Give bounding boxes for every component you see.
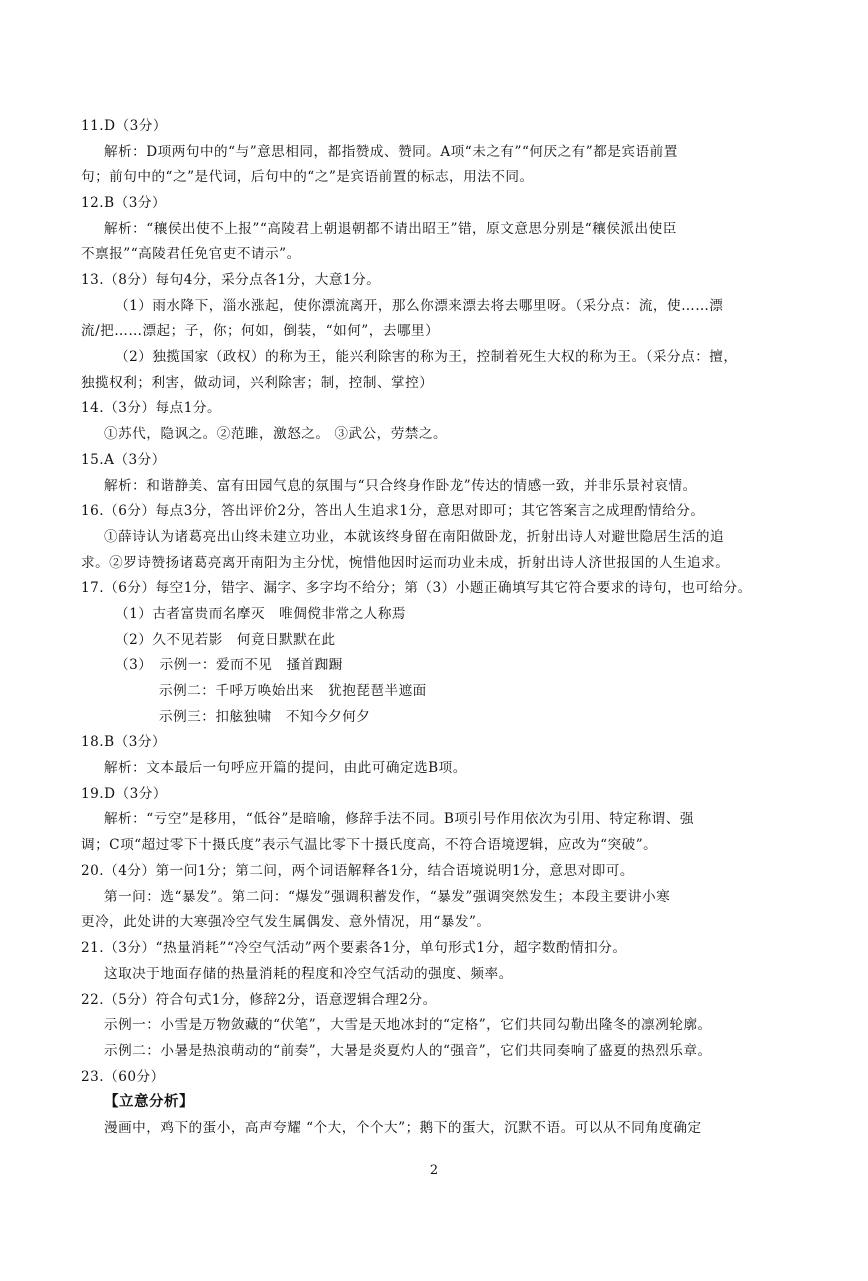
- q23-analysis-line: 漫画中，鸡下的蛋小，高声夸耀 “个大，个个大”；鹅下的蛋大，沉默不语。可以从不同角度确定: [104, 1120, 702, 1136]
- q20-answer-line: 第一问：选“暴发”。第二问：“爆发”强调积蓄发作，“暴发”强调突然发生；本段主要讲小寒: [104, 889, 671, 905]
- q19-analysis-line: 解析：“亏空”是移用，“低谷”是暗喻，修辞手法不同。B项引号作用依次为引用、特定称谓、强: [104, 811, 694, 827]
- q13-answer-line: （1）雨水降下，淄水涨起，使你漂流离开，那么你漂来漂去将去哪里呀。（采分点：流，使……漂: [115, 298, 724, 314]
- q17-answer-line: （3） 示例一：爱而不见 搔首踟蹰: [115, 657, 343, 673]
- q15-analysis-line: 解析：和谐静美、富有田园气息的氛围与“只合终身作卧龙”传达的情感一致，并非乐景衬哀情。: [104, 478, 697, 494]
- q16-answer-line: ①薛诗认为诸葛亮出山终未建立功业，本就该终身留在南阳做卧龙，折射出诗人对避世隐居生活的追: [104, 529, 725, 545]
- q18-analysis-line: 解析：文本最后一句呼应开篇的提问，由此可确定选B项。: [104, 760, 467, 776]
- q14-header: 14.（3分）每点1分。: [81, 400, 222, 416]
- section-heading: 【立意分析】: [104, 1093, 194, 1110]
- q23-header: 23.（60分）: [81, 1069, 165, 1085]
- q22-example-line: 示例一：小雪是万物敛藏的“伏笔”，大雪是天地冰封的“定格”，它们共同勾勒出隆冬的凛冽轮廓。: [104, 1017, 712, 1033]
- q13-header: 13.（8分）每句4分，采分点各1分，大意1分。: [81, 272, 381, 288]
- q22-example-line: 示例二：小暑是热浪萌动的“前奏”，大暑是炎夏灼人的“强音”，它们共同奏响了盛夏的热烈乐章。: [104, 1043, 712, 1059]
- q17-example-line: 示例三：扣舷独啸 不知今夕何夕: [159, 709, 371, 725]
- q13-answer-line: 独揽权利；利害，做动词，兴利除害；制，控制、掌控）: [81, 375, 434, 391]
- q20-answer-line: 更冷，此处讲的大寒强冷空气发生属偶发、意外情况，用“暴发”。: [81, 914, 491, 930]
- q22-header: 22.（5分）符合句式1分，修辞2分，语意逻辑合理2分。: [81, 992, 437, 1008]
- q17-answer-line: （2）久不见若影 何竟日默默在此: [115, 632, 336, 648]
- q19-analysis-line: 调；C项“超过零下十摄氏度”表示气温比零下十摄氏度高，不符合语境逻辑，应改为“突破”。: [81, 837, 658, 853]
- q11-analysis-line: 句；前句中的“之”是代词，后句中的“之”是宾语前置的标志，用法不同。: [81, 169, 534, 185]
- q17-answer-line: （1）古者富贵而名摩灭 唯倜傥非常之人称焉: [115, 606, 407, 622]
- q16-header: 16.（6分）每点3分，答出评价2分，答出人生追求1分，意思对即可；其它答案言之成理酌情给分。: [81, 503, 705, 519]
- q17-example-line: 示例二：千呼万唤始出来 犹抱琵琶半遮面: [159, 683, 427, 699]
- q15-header: 15.A（3分）: [81, 452, 166, 468]
- q11-header: 11.D（3分）: [81, 118, 167, 134]
- q11-analysis-line: 解析：D项两句中的“与”意思相同，都指赞成、赞同。A项“未之有”“何厌之有”都是宾语前置: [104, 144, 678, 160]
- q18-header: 18.B（3分）: [81, 734, 167, 750]
- q13-answer-line: 流/把……漂起；子，你；何如，倒装，“如何”，去哪里）: [81, 323, 440, 339]
- q17-header: 17.（6分）每空1分，错字、漏字、多字均不给分；第（3）小题正确填写其它符合要求的诗句，也可给分。: [81, 580, 752, 596]
- q16-answer-line: 求。②罗诗赞扬诸葛亮离开南阳为主分忧，惋惜他因时运而功业未成，折射出诗人济世报国的人生追求。: [81, 555, 730, 571]
- q13-answer-line: （2）独揽国家（政权）的称为王，能兴利除害的称为王，控制着死生大权的称为王。（采分点：擅，: [115, 349, 738, 365]
- q21-header: 21.（3分）“热量消耗”“冷空气活动”两个要素各1分，单句形式1分，超字数酌情扣分。: [81, 940, 627, 956]
- q21-answer-line: 这取决于地面存储的热量消耗的程度和冷空气活动的强度、频率。: [104, 966, 513, 982]
- q12-analysis-line: 不禀报”“高陵君任免官吏不请示”。: [81, 246, 301, 262]
- q19-header: 19.D（3分）: [81, 786, 167, 802]
- q20-header: 20.（4分）第一问1分；第二问，两个词语解释各1分，结合语境说明1分，意思对即可。: [81, 863, 634, 879]
- q12-analysis-line: 解析：“穰侯出使不上报”“高陵君上朝退朝都不请出昭王”错，原文意思分别是“穰侯派出使臣: [104, 221, 677, 237]
- page-number: 2: [429, 1163, 439, 1178]
- q14-answer-line: ①苏代，隐讽之。②范雎，激怒之。 ③武公，劳禁之。: [104, 426, 448, 442]
- q12-header: 12.B（3分）: [81, 195, 167, 211]
